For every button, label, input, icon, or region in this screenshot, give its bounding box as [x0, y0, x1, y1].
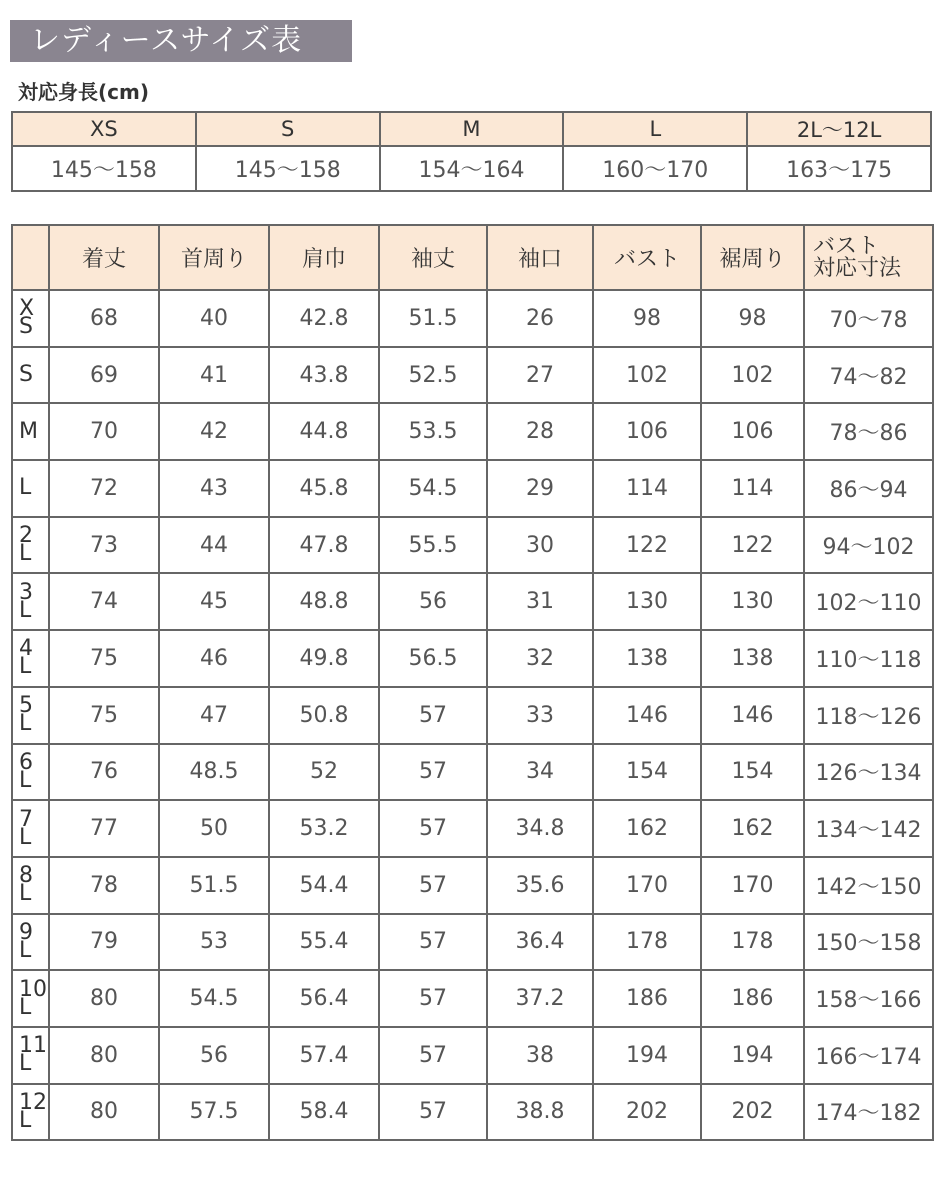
value-cell: 106 — [701, 403, 804, 460]
table-row — [12, 970, 933, 1027]
value-cell: 57 — [379, 1084, 487, 1141]
size-label-part: 2 — [19, 523, 33, 549]
column-header: 肩巾 — [269, 225, 379, 290]
value-cell: 72 — [49, 460, 159, 517]
value-cell: 162 — [593, 800, 701, 857]
value-cell: 166〜174 — [804, 1027, 933, 1084]
size-label-part: L — [19, 541, 32, 567]
value-cell: 122 — [701, 517, 804, 574]
value-cell: 134〜142 — [804, 800, 933, 857]
column-header: 首周り — [159, 225, 269, 290]
size-label-part: L — [19, 597, 32, 623]
value-cell: 55.5 — [379, 517, 487, 574]
value-cell: 42.8 — [269, 290, 379, 347]
value-cell: 130 — [701, 573, 804, 630]
table-row — [12, 914, 933, 971]
value-cell: 146 — [593, 687, 701, 744]
value-cell: 57 — [379, 1027, 487, 1084]
value-cell: 29 — [487, 460, 593, 517]
size-label — [12, 800, 49, 857]
table-row — [12, 687, 933, 744]
height-range-cell: 145〜158 — [12, 146, 196, 191]
value-cell: 114 — [701, 460, 804, 517]
size-label-part: 4 — [19, 636, 33, 662]
size-label-part: 12 — [19, 1089, 47, 1115]
height-size-header: L — [563, 112, 747, 146]
value-cell: 51.5 — [379, 290, 487, 347]
value-cell: 31 — [487, 573, 593, 630]
value-cell: 35.6 — [487, 857, 593, 914]
size-label-part: 8 — [19, 863, 33, 889]
value-cell: 34 — [487, 744, 593, 801]
value-cell: 45 — [159, 573, 269, 630]
table-row — [12, 857, 933, 914]
size-label — [12, 630, 49, 687]
value-cell: 34.8 — [487, 800, 593, 857]
value-cell: 102 — [593, 347, 701, 404]
value-cell: 75 — [49, 687, 159, 744]
column-header: バスト — [593, 225, 701, 290]
size-label — [12, 290, 49, 347]
table-row — [12, 517, 933, 574]
value-cell: 94〜102 — [804, 517, 933, 574]
header-row — [12, 225, 933, 290]
size-label-part: 11 — [19, 1033, 47, 1059]
size-label — [12, 687, 49, 744]
value-cell: 154 — [701, 744, 804, 801]
table-row — [12, 403, 933, 460]
value-cell: 57 — [379, 800, 487, 857]
table-row — [12, 1027, 933, 1084]
height-table — [11, 111, 932, 192]
size-label-part: S — [19, 314, 33, 340]
value-cell: 30 — [487, 517, 593, 574]
value-cell: 146 — [701, 687, 804, 744]
value-cell: 80 — [49, 1084, 159, 1141]
value-cell: 48.8 — [269, 573, 379, 630]
height-size-header: XS — [12, 112, 196, 146]
size-label-part: S — [19, 362, 33, 388]
value-cell: 57 — [379, 687, 487, 744]
size-label — [12, 914, 49, 971]
value-cell: 45.8 — [269, 460, 379, 517]
value-cell: 178 — [593, 914, 701, 971]
value-cell: 154 — [593, 744, 701, 801]
value-cell: 74〜82 — [804, 347, 933, 404]
corner-cell — [12, 225, 49, 290]
table-row — [12, 630, 933, 687]
value-cell: 174〜182 — [804, 1084, 933, 1141]
height-size-header: 2L〜12L — [747, 112, 931, 146]
column-header-line: バスト — [813, 233, 880, 259]
value-cell: 38.8 — [487, 1084, 593, 1141]
value-cell: 53.5 — [379, 403, 487, 460]
size-label-part: 6 — [19, 749, 33, 775]
value-cell: 57 — [379, 914, 487, 971]
size-label-part: M — [19, 418, 38, 444]
value-cell: 170 — [701, 857, 804, 914]
value-cell: 75 — [49, 630, 159, 687]
value-cell: 51.5 — [159, 857, 269, 914]
size-label — [12, 744, 49, 801]
value-cell: 56 — [159, 1027, 269, 1084]
size-label-part: X — [19, 296, 35, 322]
value-cell: 106 — [593, 403, 701, 460]
value-cell: 43.8 — [269, 347, 379, 404]
value-cell: 122 — [593, 517, 701, 574]
size-label — [12, 1084, 49, 1141]
value-cell: 41 — [159, 347, 269, 404]
size-label-part: L — [19, 824, 32, 850]
column-header: 袖丈 — [379, 225, 487, 290]
value-cell: 102〜110 — [804, 573, 933, 630]
value-cell: 110〜118 — [804, 630, 933, 687]
value-cell: 102 — [701, 347, 804, 404]
value-cell: 57.4 — [269, 1027, 379, 1084]
value-cell: 38 — [487, 1027, 593, 1084]
value-cell: 142〜150 — [804, 857, 933, 914]
value-cell: 47.8 — [269, 517, 379, 574]
value-cell: 54.5 — [159, 970, 269, 1027]
value-cell: 44.8 — [269, 403, 379, 460]
size-label-part: L — [19, 1107, 32, 1133]
value-cell: 52 — [269, 744, 379, 801]
value-cell: 77 — [49, 800, 159, 857]
value-cell: 53.2 — [269, 800, 379, 857]
value-cell: 170 — [593, 857, 701, 914]
value-cell: 78〜86 — [804, 403, 933, 460]
size-table — [11, 224, 934, 1141]
value-cell: 44 — [159, 517, 269, 574]
value-cell: 50.8 — [269, 687, 379, 744]
value-cell: 52.5 — [379, 347, 487, 404]
value-cell: 50 — [159, 800, 269, 857]
column-header: 袖口 — [487, 225, 593, 290]
size-label-part: 3 — [19, 579, 33, 605]
value-cell: 58.4 — [269, 1084, 379, 1141]
table-row — [12, 1084, 933, 1141]
value-cell: 57 — [379, 857, 487, 914]
size-label — [12, 573, 49, 630]
value-cell: 202 — [701, 1084, 804, 1141]
value-cell: 158〜166 — [804, 970, 933, 1027]
table-row — [12, 800, 933, 857]
value-cell: 86〜94 — [804, 460, 933, 517]
size-label-part: L — [19, 654, 32, 680]
value-cell: 150〜158 — [804, 914, 933, 971]
value-cell: 68 — [49, 290, 159, 347]
column-header — [804, 225, 933, 290]
size-label — [12, 460, 49, 517]
height-size-header: M — [380, 112, 564, 146]
column-header: 着丈 — [49, 225, 159, 290]
value-cell: 80 — [49, 1027, 159, 1084]
value-cell: 186 — [701, 970, 804, 1027]
size-label — [12, 403, 49, 460]
value-cell: 186 — [593, 970, 701, 1027]
table-row — [12, 460, 933, 517]
size-label-part: L — [19, 475, 32, 501]
height-range-cell: 163〜175 — [747, 146, 931, 191]
value-cell: 74 — [49, 573, 159, 630]
size-label-part: L — [19, 937, 32, 963]
value-cell: 202 — [593, 1084, 701, 1141]
value-cell: 43 — [159, 460, 269, 517]
size-label — [12, 517, 49, 574]
value-cell: 80 — [49, 970, 159, 1027]
value-cell: 79 — [49, 914, 159, 971]
size-label-part: L — [19, 1051, 32, 1077]
value-cell: 98 — [701, 290, 804, 347]
height-section-label: 対応身長(cm) — [18, 80, 149, 104]
value-cell: 178 — [701, 914, 804, 971]
size-label-part: 9 — [19, 919, 33, 945]
column-header: 裾周り — [701, 225, 804, 290]
value-cell: 138 — [593, 630, 701, 687]
size-label — [12, 857, 49, 914]
size-label — [12, 347, 49, 404]
value-cell: 40 — [159, 290, 269, 347]
value-cell: 57 — [379, 744, 487, 801]
size-label-part: 10 — [19, 976, 47, 1002]
size-label — [12, 970, 49, 1027]
size-label-part: 7 — [19, 806, 33, 832]
value-cell: 42 — [159, 403, 269, 460]
value-cell: 194 — [701, 1027, 804, 1084]
height-range-cell: 160〜170 — [563, 146, 747, 191]
value-cell: 56.4 — [269, 970, 379, 1027]
table-row — [12, 744, 933, 801]
value-cell: 27 — [487, 347, 593, 404]
size-label — [12, 1027, 49, 1084]
value-cell: 37.2 — [487, 970, 593, 1027]
height-range-cell: 154〜164 — [380, 146, 564, 191]
value-cell: 130 — [593, 573, 701, 630]
column-header-line: 対応寸法 — [813, 255, 902, 281]
value-cell: 76 — [49, 744, 159, 801]
value-cell: 54.4 — [269, 857, 379, 914]
value-cell: 138 — [701, 630, 804, 687]
size-label-part: L — [19, 881, 32, 907]
value-cell: 56 — [379, 573, 487, 630]
value-cell: 98 — [593, 290, 701, 347]
value-cell: 126〜134 — [804, 744, 933, 801]
value-cell: 49.8 — [269, 630, 379, 687]
table-row — [12, 573, 933, 630]
size-label-part: L — [19, 767, 32, 793]
value-cell: 57.5 — [159, 1084, 269, 1141]
value-cell: 162 — [701, 800, 804, 857]
height-range-cell: 145〜158 — [196, 146, 380, 191]
page-title: レディースサイズ表 — [10, 20, 352, 62]
value-cell: 26 — [487, 290, 593, 347]
value-cell: 48.5 — [159, 744, 269, 801]
value-cell: 69 — [49, 347, 159, 404]
value-cell: 70〜78 — [804, 290, 933, 347]
size-label-part: L — [19, 711, 32, 737]
size-label-part: 5 — [19, 693, 33, 719]
value-cell: 56.5 — [379, 630, 487, 687]
value-cell: 114 — [593, 460, 701, 517]
value-cell: 46 — [159, 630, 269, 687]
table-row — [12, 347, 933, 404]
height-size-header: S — [196, 112, 380, 146]
value-cell: 55.4 — [269, 914, 379, 971]
value-cell: 47 — [159, 687, 269, 744]
size-label-part: L — [19, 994, 32, 1020]
table-row — [12, 290, 933, 347]
value-cell: 73 — [49, 517, 159, 574]
value-cell: 194 — [593, 1027, 701, 1084]
value-cell: 70 — [49, 403, 159, 460]
value-cell: 54.5 — [379, 460, 487, 517]
value-cell: 28 — [487, 403, 593, 460]
value-cell: 118〜126 — [804, 687, 933, 744]
value-cell: 33 — [487, 687, 593, 744]
value-cell: 32 — [487, 630, 593, 687]
value-cell: 57 — [379, 970, 487, 1027]
value-cell: 53 — [159, 914, 269, 971]
value-cell: 36.4 — [487, 914, 593, 971]
value-cell: 78 — [49, 857, 159, 914]
